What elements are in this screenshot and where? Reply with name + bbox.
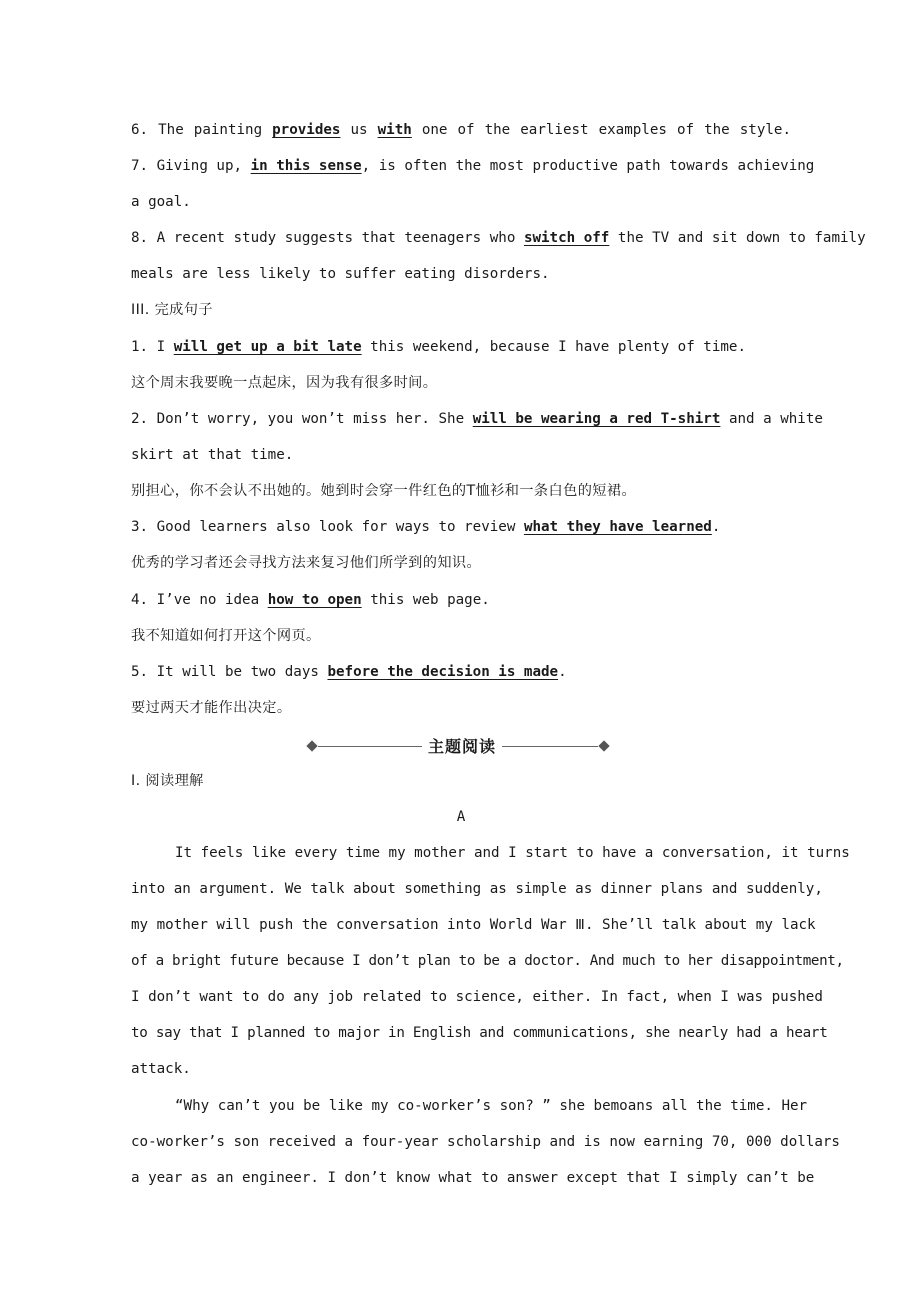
paragraph-2-line: a year as an engineer. I don’t know what to answer except that I simply can’t be	[131, 1170, 815, 1186]
item-number: 6.	[131, 122, 149, 138]
sentence-2-continued: skirt at that time.	[131, 447, 294, 463]
answer-underlined: switch off	[523, 230, 610, 246]
answer-underlined: what they have learned	[523, 519, 712, 535]
paragraph-2-line: co-worker’s son received a four-year scholarship and is now earning 70, 000 dollars	[131, 1134, 840, 1150]
text: It will be two days	[148, 664, 328, 680]
text: this weekend, because I have plenty of time.	[361, 339, 747, 355]
section-banner	[306, 736, 610, 756]
banner-title: 主题阅读	[427, 737, 496, 756]
diamond-ornament-icon	[598, 740, 609, 751]
diamond-ornament-icon	[306, 740, 317, 751]
answer-underlined: in this sense	[250, 158, 362, 174]
sentence-3	[131, 517, 791, 537]
exercise-6	[131, 120, 791, 140]
text: the TV and sit down to family	[609, 230, 866, 246]
paragraph-1-line: of a bright future because I don’t plan to be a doctor. And much to her disappointment,	[131, 953, 844, 969]
paragraph-2-line: “Why can’t you be like my co-worker’s son? ” she bemoans all the time. Her	[175, 1098, 808, 1114]
sentence-3-translation: 优秀的学习者还会寻找方法来复习他们所学到的知识。	[131, 555, 482, 571]
text: The painting	[148, 122, 273, 138]
sentence-1	[131, 337, 791, 357]
answer-underlined: with	[377, 122, 412, 138]
sentence-5	[131, 662, 791, 682]
sentence-4-translation: 我不知道如何打开这个网页。	[131, 628, 321, 644]
item-number: 3.	[131, 519, 149, 535]
text: and a white	[720, 411, 823, 427]
sentence-2-translation: 别担心，你不会认不出她的。她到时会穿一件红色的T恤衫和一条白色的短裙。	[131, 483, 637, 499]
text: , is often the most productive path towards achieving	[361, 158, 815, 174]
paragraph-1-line: I don’t want to do any job related to science, either. In fact, when I was pushed	[131, 989, 823, 1005]
text: A recent study suggests that teenagers who	[148, 230, 524, 246]
reading-heading: Ⅰ. 阅读理解	[131, 773, 204, 789]
divider-left	[318, 746, 422, 747]
item-number: 8.	[131, 230, 149, 246]
text: Giving up,	[148, 158, 251, 174]
item-number: 5.	[131, 664, 149, 680]
text: this web page.	[361, 592, 490, 608]
sentence-5-translation: 要过两天才能作出决定。	[131, 700, 292, 716]
answer-underlined: will be wearing a red T-shirt	[472, 411, 721, 427]
sentence-1-translation: 这个周末我要晚一点起床，因为我有很多时间。	[131, 375, 438, 391]
paragraph-1-line: It feels like every time my mother and I start to have a conversation, it turns	[175, 845, 850, 861]
section-heading: III. 完成句子	[131, 302, 213, 318]
text: us	[340, 122, 378, 138]
item-number: 2.	[131, 411, 149, 427]
paragraph-1-line: into an argument. We talk about something as simple as dinner plans and suddenly,	[131, 881, 823, 897]
text: .	[558, 664, 567, 680]
answer-underlined: will get up a bit late	[173, 339, 362, 355]
answer-underlined: provides	[272, 122, 341, 138]
answer-underlined: before the decision is made	[327, 664, 559, 680]
exercise-8-continued: meals are less likely to suffer eating disorders.	[131, 266, 550, 282]
answer-underlined: how to open	[267, 592, 362, 608]
text: I’ve no idea	[148, 592, 268, 608]
paragraph-1-line: my mother will push the conversation into World War Ⅲ. She’ll talk about my lack	[131, 917, 816, 933]
exercise-7	[131, 156, 815, 176]
paragraph-1-line: attack.	[131, 1061, 191, 1077]
item-number: 1.	[131, 339, 149, 355]
item-number: 7.	[131, 158, 149, 174]
item-number: 4.	[131, 592, 149, 608]
passage-label: A	[456, 809, 466, 825]
divider-right	[502, 746, 598, 747]
text: .	[711, 519, 721, 535]
text: Don’t worry, you won’t miss her. She	[148, 411, 473, 427]
text: one of the earliest examples of the style.	[411, 122, 791, 138]
exercise-8	[131, 228, 866, 248]
text: Good learners also look for ways to review	[148, 519, 524, 535]
exercise-7-continued: a goal.	[131, 194, 191, 210]
paragraph-1-line: to say that I planned to major in English and communications, she nearly had a heart	[131, 1025, 828, 1041]
text: I	[148, 339, 174, 355]
sentence-2	[131, 409, 823, 429]
sentence-4	[131, 590, 791, 610]
